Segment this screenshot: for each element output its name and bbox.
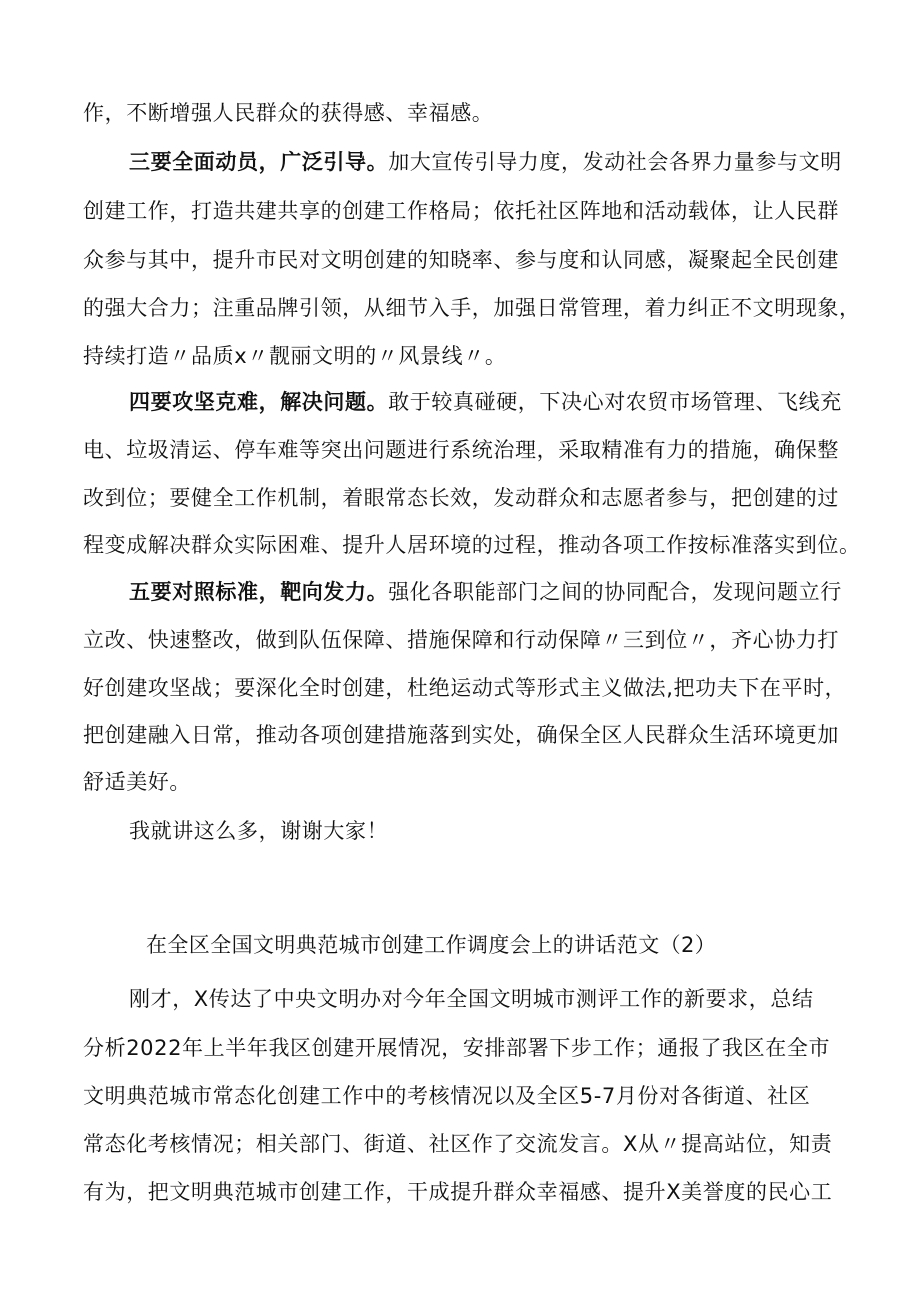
document-title: 在全区全国文明典范城市创建工作调度会上的讲话范文（2） xyxy=(146,933,717,957)
paragraph-line: 立改、快速整改，做到队伍保障、措施保障和行动保障〃三到位〃，齐心协力打 xyxy=(83,628,839,652)
paragraph-line: 电、垃圾清运、停车难等突出问题进行系统治理，采取精准有力的措施，确保整 xyxy=(83,438,839,462)
paragraph-line xyxy=(129,577,863,607)
section-heading: 五要对照标准，靶向发力。 xyxy=(129,580,389,604)
paragraph-text: 敢于较真碰硬，下决心对农贸市场管理、飞线充 xyxy=(388,390,842,414)
paragraph-line: 创建工作，打造共建共享的创建工作格局；依托社区阵地和活动载体，让人民群 xyxy=(83,199,839,223)
paragraph-line: 的强大合力；注重品牌引领，从细节入手，加强日常管理，着力纠正不文明现象， xyxy=(83,296,861,320)
section-heading: 四要攻坚克难，解决问题。 xyxy=(129,390,389,414)
paragraph-line: 作，不断增强人民群众的获得感、幸福感。 xyxy=(83,101,494,125)
paragraph-line: 有为，把文明典范城市创建工作，干成提升群众幸福感、提升X美誉度的民心工 xyxy=(83,1180,833,1204)
paragraph-line: 刚才，X传达了中央文明办对今年全国文明城市测评工作的新要求，总结 xyxy=(129,987,814,1011)
closing-line: 我就讲这么多，谢谢大家！ xyxy=(129,819,389,843)
paragraph-line: 众参与其中，提升市民对文明创建的知晓率、参与度和认同感，凝聚起全民创建 xyxy=(83,248,839,272)
paragraph-line: 分析2022年上半年我区创建开展情况，安排部署下步工作；通报了我区在全市 xyxy=(83,1036,831,1060)
paragraph-text: 加大宣传引导力度，发动社会各界力量参与文明 xyxy=(388,150,842,174)
paragraph-line: 文明典范城市常态化创建工作中的考核情况以及全区5-7月份对各街道、社区 xyxy=(83,1084,811,1108)
section-heading: 三要全面动员，广泛引导。 xyxy=(129,150,389,174)
paragraph-line: 程变成解决群众实际困难、提升人居环境的过程，推动各项工作按标准落实到位。 xyxy=(83,533,861,557)
paragraph-line: 舒适美好。 xyxy=(83,770,191,794)
paragraph-line: 好创建攻坚战；要深化全时创建，杜绝运动式等形式主义做法,把功夫下在平时， xyxy=(83,676,847,700)
paragraph-line: 改到位；要健全工作机制，着眼常态长效，发动群众和志愿者参与，把创建的过 xyxy=(83,486,839,510)
paragraph-line: 常态化考核情况；相关部门、街道、社区作了交流发言。X从〃提高站位，知责 xyxy=(83,1132,833,1156)
paragraph-line xyxy=(129,387,863,417)
paragraph-text: 强化各职能部门之间的协同配合，发现问题立行 xyxy=(388,580,842,604)
paragraph-line xyxy=(129,147,863,177)
paragraph-line: 持续打造〃品质x〃靓丽文明的〃风景线〃。 xyxy=(83,344,507,368)
paragraph-line: 把创建融入日常，推动各项创建措施落到实处，确保全区人民群众生活环境更加 xyxy=(83,723,839,747)
